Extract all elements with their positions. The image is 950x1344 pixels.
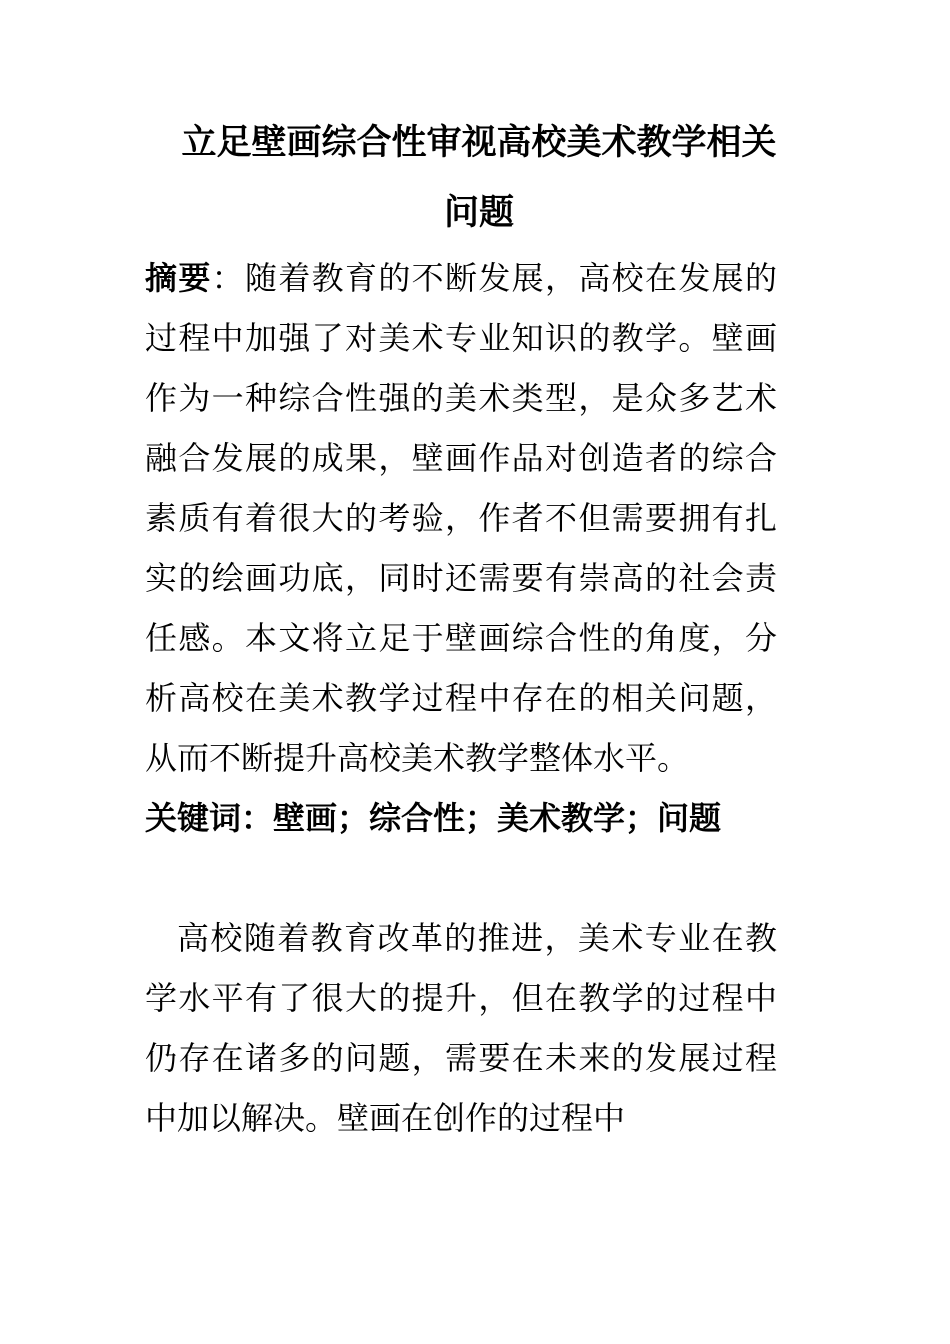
- abstract-text: 随着教育的不断发展，高校在发展的过程中加强了对美术专业知识的教学。壁画作为一种综合性强的美术类型，是众多艺术融合发展的成果，壁画作品对创造者的综合素质有着很大的考验，作者不但需要拥有扎实的绘画功底，同时还需要有崇高的社会责任感。本文将立足于壁画综合性的角度，分析高校在美术教学过程中存在的相关问题，从而不断提升高校美术教学整体水平。: [145, 259, 777, 777]
- blank-line: [145, 848, 777, 908]
- keywords-line: [145, 788, 777, 848]
- title-line-2: 问题: [443, 192, 514, 233]
- abstract-colon: ：: [211, 259, 246, 297]
- abstract-label: 摘要: [145, 259, 212, 297]
- body-paragraph: 高校随着教育改革的推进，美术专业在教学水平有了很大的提升，但在教学的过程中仍存在诸多的问题，需要在未来的发展过程中加以解决。壁画在创作的过程中: [145, 919, 777, 1137]
- title-line-1: 立足壁画综合性审视高校美术教学相关: [181, 122, 777, 163]
- document-title: [145, 108, 809, 248]
- document-page: [145, 108, 777, 1148]
- keywords-label: 关键词：: [145, 799, 274, 837]
- keywords-text: 壁画；综合性；美术教学；问题: [273, 799, 722, 837]
- abstract-paragraph: [145, 248, 777, 788]
